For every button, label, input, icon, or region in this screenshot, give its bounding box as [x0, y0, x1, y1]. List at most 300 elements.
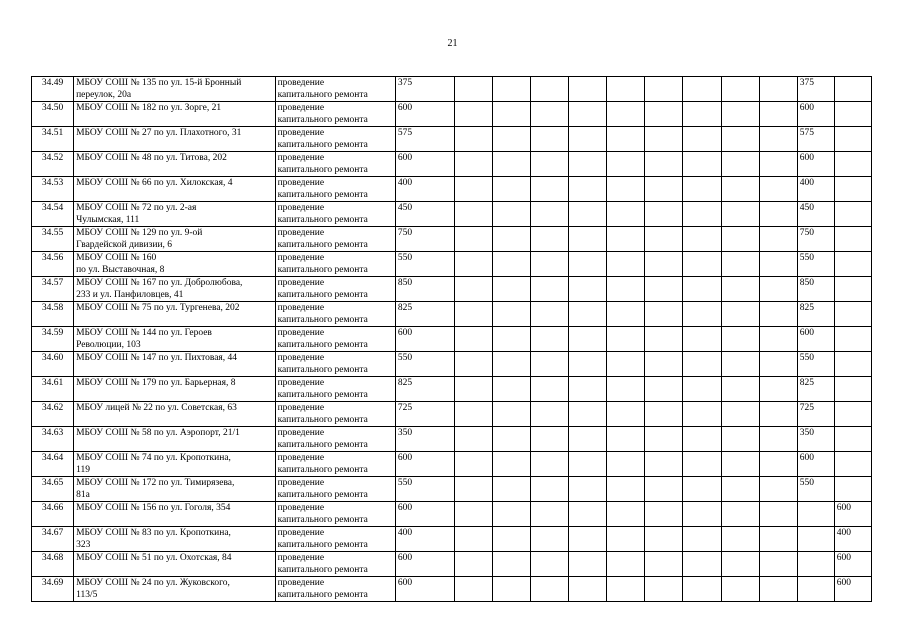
work-type-line: капитального ремонта — [277, 540, 368, 550]
empty-cell — [454, 477, 492, 502]
empty-cell — [683, 452, 721, 477]
empty-cell — [759, 452, 797, 477]
work-type-line: капитального ремонта — [277, 240, 368, 250]
work-type-line: капитального ремонта — [277, 590, 368, 600]
empty-cell — [683, 377, 721, 402]
empty-cell — [759, 577, 797, 602]
work-type — [275, 577, 395, 602]
table-row — [32, 77, 872, 102]
empty-cell — [531, 302, 569, 327]
empty-cell — [454, 327, 492, 352]
row-number: 34.67 — [32, 527, 74, 552]
empty-cell — [645, 377, 683, 402]
empty-cell — [493, 252, 531, 277]
empty-cell — [531, 202, 569, 227]
year-amount-col13 — [834, 327, 871, 352]
table-row — [32, 377, 872, 402]
empty-cell — [683, 427, 721, 452]
year-amount-col13 — [834, 227, 871, 252]
year-amount-col12: 825 — [797, 302, 834, 327]
empty-cell — [645, 202, 683, 227]
year-amount-col13: 400 — [834, 527, 871, 552]
work-type-line: капитального ремонта — [277, 90, 368, 100]
empty-cell — [454, 502, 492, 527]
empty-cell — [607, 277, 645, 302]
year-amount-col13 — [834, 427, 871, 452]
table-row — [32, 327, 872, 352]
year-amount-col12: 600 — [797, 152, 834, 177]
object-name — [74, 202, 275, 227]
empty-cell — [683, 302, 721, 327]
object-name — [74, 502, 275, 527]
table-row — [32, 202, 872, 227]
object-name — [74, 152, 275, 177]
empty-cell — [645, 352, 683, 377]
table-row — [32, 527, 872, 552]
object-name — [74, 227, 275, 252]
empty-cell — [607, 577, 645, 602]
empty-cell — [531, 177, 569, 202]
empty-cell — [493, 577, 531, 602]
table-row — [32, 477, 872, 502]
object-name — [74, 302, 275, 327]
object-name-line: МБОУ СОШ № 24 по ул. Жуковского, — [76, 578, 230, 588]
empty-cell — [645, 77, 683, 102]
empty-cell — [759, 527, 797, 552]
work-type-line: капитального ремонта — [277, 415, 368, 425]
object-name-line: МБОУ СОШ № 172 по ул. Тимирязева, — [76, 478, 235, 488]
year-amount-col13 — [834, 127, 871, 152]
work-type-line: проведение — [277, 503, 325, 513]
empty-cell — [645, 102, 683, 127]
work-type-line: капитального ремонта — [277, 115, 368, 125]
work-type-line: капитального ремонта — [277, 165, 368, 175]
object-name-line: МБОУ СОШ № 72 по ул. 2-ая — [76, 203, 197, 213]
row-number: 34.66 — [32, 502, 74, 527]
object-name — [74, 177, 275, 202]
object-name-line: 119 — [76, 465, 90, 475]
empty-cell — [683, 402, 721, 427]
object-name — [74, 552, 275, 577]
empty-cell — [607, 202, 645, 227]
empty-cell — [607, 252, 645, 277]
empty-cell — [683, 477, 721, 502]
table-row — [32, 252, 872, 277]
empty-cell — [454, 152, 492, 177]
work-type-line: проведение — [277, 203, 325, 213]
total-amount: 850 — [395, 277, 454, 302]
table-row — [32, 577, 872, 602]
empty-cell — [721, 502, 759, 527]
empty-cell — [721, 452, 759, 477]
work-type-line: капитального ремонта — [277, 140, 368, 150]
year-amount-col13: 600 — [834, 502, 871, 527]
empty-cell — [759, 402, 797, 427]
row-number: 34.65 — [32, 477, 74, 502]
total-amount: 600 — [395, 552, 454, 577]
empty-cell — [683, 152, 721, 177]
empty-cell — [645, 452, 683, 477]
year-amount-col12: 725 — [797, 402, 834, 427]
empty-cell — [531, 77, 569, 102]
object-name-line: МБОУ СОШ № 167 по ул. Добролюбова, — [76, 278, 243, 288]
empty-cell — [645, 277, 683, 302]
row-number: 34.49 — [32, 77, 74, 102]
empty-cell — [721, 527, 759, 552]
empty-cell — [454, 427, 492, 452]
empty-cell — [454, 127, 492, 152]
empty-cell — [493, 202, 531, 227]
empty-cell — [607, 177, 645, 202]
empty-cell — [531, 352, 569, 377]
empty-cell — [683, 202, 721, 227]
row-number: 34.50 — [32, 102, 74, 127]
empty-cell — [454, 377, 492, 402]
empty-cell — [759, 177, 797, 202]
empty-cell — [683, 552, 721, 577]
empty-cell — [454, 402, 492, 427]
table-row — [32, 452, 872, 477]
row-number: 34.55 — [32, 227, 74, 252]
object-name-line: МБОУ СОШ № 48 по ул. Титова, 202 — [76, 153, 227, 163]
empty-cell — [569, 302, 607, 327]
empty-cell — [645, 577, 683, 602]
empty-cell — [493, 402, 531, 427]
empty-cell — [759, 227, 797, 252]
empty-cell — [721, 227, 759, 252]
total-amount: 825 — [395, 377, 454, 402]
year-amount-col12: 550 — [797, 477, 834, 502]
empty-cell — [569, 502, 607, 527]
work-type-line: проведение — [277, 578, 325, 588]
object-name-line: МБОУ СОШ № 182 по ул. Зорге, 21 — [76, 103, 222, 113]
year-amount-col12: 750 — [797, 227, 834, 252]
empty-cell — [645, 177, 683, 202]
object-name-line: МБОУ СОШ № 179 по ул. Барьерная, 8 — [76, 378, 236, 388]
empty-cell — [493, 502, 531, 527]
row-number: 34.52 — [32, 152, 74, 177]
table-row — [32, 352, 872, 377]
empty-cell — [493, 127, 531, 152]
object-name-line: Гвардейской дивизии, 6 — [76, 240, 173, 250]
empty-cell — [569, 477, 607, 502]
work-type-line: капитального ремонта — [277, 465, 368, 475]
empty-cell — [454, 227, 492, 252]
work-type — [275, 552, 395, 577]
object-name-line: МБОУ СОШ № 75 по ул. Тургенева, 202 — [76, 303, 240, 313]
empty-cell — [759, 252, 797, 277]
empty-cell — [531, 427, 569, 452]
empty-cell — [454, 177, 492, 202]
row-number: 34.58 — [32, 302, 74, 327]
empty-cell — [607, 102, 645, 127]
year-amount-col12: 825 — [797, 377, 834, 402]
work-type-line: проведение — [277, 478, 325, 488]
empty-cell — [454, 452, 492, 477]
empty-cell — [721, 377, 759, 402]
empty-cell — [531, 127, 569, 152]
object-name — [74, 102, 275, 127]
year-amount-col12: 350 — [797, 427, 834, 452]
year-amount-col13: 600 — [834, 552, 871, 577]
object-name-line: 81а — [76, 490, 90, 500]
total-amount: 350 — [395, 427, 454, 452]
empty-cell — [607, 402, 645, 427]
object-name-line: МБОУ СОШ № 144 по ул. Героев — [76, 328, 212, 338]
empty-cell — [454, 102, 492, 127]
object-name — [74, 477, 275, 502]
work-type — [275, 302, 395, 327]
empty-cell — [759, 127, 797, 152]
object-name-line: 233 и ул. Панфиловцев, 41 — [76, 290, 184, 300]
object-name-line: переулок, 20а — [76, 90, 132, 100]
empty-cell — [531, 502, 569, 527]
object-name — [74, 252, 275, 277]
total-amount: 400 — [395, 527, 454, 552]
empty-cell — [454, 77, 492, 102]
empty-cell — [645, 327, 683, 352]
work-type — [275, 377, 395, 402]
empty-cell — [759, 502, 797, 527]
work-type-line: капитального ремонта — [277, 265, 368, 275]
empty-cell — [569, 577, 607, 602]
empty-cell — [493, 377, 531, 402]
object-name-line: МБОУ СОШ № 147 по ул. Пихтовая, 44 — [76, 353, 238, 363]
year-amount-col12 — [797, 502, 834, 527]
empty-cell — [531, 377, 569, 402]
page-number: 21 — [447, 38, 458, 49]
work-type-line: проведение — [277, 253, 325, 263]
empty-cell — [569, 77, 607, 102]
object-name-line: 113/5 — [76, 590, 98, 600]
object-name-line: МБОУ СОШ № 27 по ул. Плахотного, 31 — [76, 128, 242, 138]
year-amount-col12: 550 — [797, 352, 834, 377]
work-type — [275, 277, 395, 302]
empty-cell — [493, 452, 531, 477]
year-amount-col12: 550 — [797, 252, 834, 277]
total-amount: 600 — [395, 152, 454, 177]
row-number: 34.59 — [32, 327, 74, 352]
table-row — [32, 402, 872, 427]
total-amount: 550 — [395, 352, 454, 377]
empty-cell — [493, 277, 531, 302]
empty-cell — [454, 252, 492, 277]
empty-cell — [683, 227, 721, 252]
work-type — [275, 77, 395, 102]
year-amount-col12: 375 — [797, 77, 834, 102]
object-name — [74, 402, 275, 427]
object-name — [74, 127, 275, 152]
empty-cell — [721, 577, 759, 602]
repair-table — [31, 76, 872, 602]
empty-cell — [683, 352, 721, 377]
year-amount-col13 — [834, 252, 871, 277]
empty-cell — [569, 102, 607, 127]
work-type-line: проведение — [277, 178, 325, 188]
empty-cell — [759, 302, 797, 327]
total-amount: 375 — [395, 77, 454, 102]
table-row — [32, 127, 872, 152]
table-row — [32, 177, 872, 202]
object-name-line: МБОУ СОШ № 74 по ул. Кропоткина, — [76, 453, 231, 463]
empty-cell — [683, 502, 721, 527]
work-type-line: проведение — [277, 153, 325, 163]
empty-cell — [683, 527, 721, 552]
empty-cell — [493, 477, 531, 502]
empty-cell — [683, 177, 721, 202]
empty-cell — [607, 452, 645, 477]
total-amount: 400 — [395, 177, 454, 202]
total-amount: 550 — [395, 252, 454, 277]
object-name-line: МБОУ СОШ № 58 по ул. Аэропорт, 21/1 — [76, 428, 240, 438]
empty-cell — [454, 277, 492, 302]
empty-cell — [721, 152, 759, 177]
empty-cell — [759, 477, 797, 502]
empty-cell — [607, 352, 645, 377]
empty-cell — [569, 327, 607, 352]
row-number: 34.63 — [32, 427, 74, 452]
empty-cell — [721, 102, 759, 127]
object-name-line: Чулымская, 111 — [76, 215, 140, 225]
row-number: 34.57 — [32, 277, 74, 302]
empty-cell — [531, 577, 569, 602]
work-type — [275, 452, 395, 477]
year-amount-col13 — [834, 352, 871, 377]
empty-cell — [683, 77, 721, 102]
object-name-line: МБОУ СОШ № 160 — [76, 253, 157, 263]
empty-cell — [721, 402, 759, 427]
object-name-line: по ул. Выставочная, 8 — [76, 265, 165, 275]
object-name-line: МБОУ СОШ № 51 по ул. Охотская, 84 — [76, 553, 232, 563]
object-name-line: МБОУ СОШ № 135 по ул. 15-й Бронный — [76, 78, 242, 88]
empty-cell — [493, 527, 531, 552]
empty-cell — [721, 477, 759, 502]
empty-cell — [493, 77, 531, 102]
work-type-line: капитального ремонта — [277, 290, 368, 300]
year-amount-col13: 600 — [834, 577, 871, 602]
work-type-line: проведение — [277, 128, 325, 138]
empty-cell — [531, 277, 569, 302]
empty-cell — [721, 327, 759, 352]
total-amount: 600 — [395, 502, 454, 527]
total-amount: 600 — [395, 102, 454, 127]
object-name — [74, 427, 275, 452]
empty-cell — [531, 252, 569, 277]
year-amount-col12: 575 — [797, 127, 834, 152]
empty-cell — [569, 227, 607, 252]
work-type — [275, 327, 395, 352]
object-name-line: МБОУ СОШ № 129 по ул. 9-ой — [76, 228, 203, 238]
empty-cell — [645, 227, 683, 252]
empty-cell — [607, 152, 645, 177]
row-number: 34.56 — [32, 252, 74, 277]
year-amount-col13 — [834, 302, 871, 327]
empty-cell — [645, 427, 683, 452]
object-name — [74, 377, 275, 402]
empty-cell — [607, 327, 645, 352]
row-number: 34.54 — [32, 202, 74, 227]
year-amount-col13 — [834, 177, 871, 202]
work-type-line: капитального ремонта — [277, 365, 368, 375]
row-number: 34.62 — [32, 402, 74, 427]
empty-cell — [721, 202, 759, 227]
work-type-line: капитального ремонта — [277, 515, 368, 525]
work-type — [275, 402, 395, 427]
empty-cell — [759, 352, 797, 377]
row-number: 34.68 — [32, 552, 74, 577]
year-amount-col12: 600 — [797, 327, 834, 352]
work-type-line: проведение — [277, 378, 325, 388]
empty-cell — [607, 527, 645, 552]
empty-cell — [683, 127, 721, 152]
empty-cell — [569, 452, 607, 477]
total-amount: 600 — [395, 452, 454, 477]
empty-cell — [454, 352, 492, 377]
work-type — [275, 427, 395, 452]
empty-cell — [645, 252, 683, 277]
total-amount: 825 — [395, 302, 454, 327]
empty-cell — [607, 502, 645, 527]
work-type-line: капитального ремонта — [277, 440, 368, 450]
row-number: 34.64 — [32, 452, 74, 477]
empty-cell — [759, 427, 797, 452]
object-name — [74, 452, 275, 477]
object-name — [74, 577, 275, 602]
object-name-line: МБОУ СОШ № 156 по ул. Гоголя, 354 — [76, 503, 231, 513]
empty-cell — [721, 552, 759, 577]
empty-cell — [721, 302, 759, 327]
row-number: 34.51 — [32, 127, 74, 152]
empty-cell — [607, 77, 645, 102]
object-name — [74, 352, 275, 377]
empty-cell — [569, 252, 607, 277]
year-amount-col12: 600 — [797, 102, 834, 127]
empty-cell — [493, 427, 531, 452]
object-name-line: МБОУ лицей № 22 по ул. Советская, 63 — [76, 403, 237, 413]
work-type — [275, 252, 395, 277]
row-number: 34.60 — [32, 352, 74, 377]
empty-cell — [569, 552, 607, 577]
total-amount: 450 — [395, 202, 454, 227]
empty-cell — [721, 177, 759, 202]
work-type-line: проведение — [277, 278, 325, 288]
work-type-line: проведение — [277, 303, 325, 313]
empty-cell — [607, 427, 645, 452]
work-type-line: проведение — [277, 353, 325, 363]
total-amount: 575 — [395, 127, 454, 152]
work-type — [275, 502, 395, 527]
year-amount-col13 — [834, 402, 871, 427]
empty-cell — [531, 527, 569, 552]
empty-cell — [454, 302, 492, 327]
empty-cell — [531, 102, 569, 127]
work-type-line: проведение — [277, 103, 325, 113]
work-type — [275, 202, 395, 227]
empty-cell — [569, 202, 607, 227]
work-type-line: проведение — [277, 528, 325, 538]
empty-cell — [645, 302, 683, 327]
empty-cell — [759, 552, 797, 577]
work-type — [275, 102, 395, 127]
work-type-line: проведение — [277, 228, 325, 238]
empty-cell — [569, 352, 607, 377]
empty-cell — [493, 327, 531, 352]
work-type-line: проведение — [277, 78, 325, 88]
empty-cell — [683, 577, 721, 602]
empty-cell — [645, 552, 683, 577]
empty-cell — [531, 402, 569, 427]
work-type — [275, 352, 395, 377]
